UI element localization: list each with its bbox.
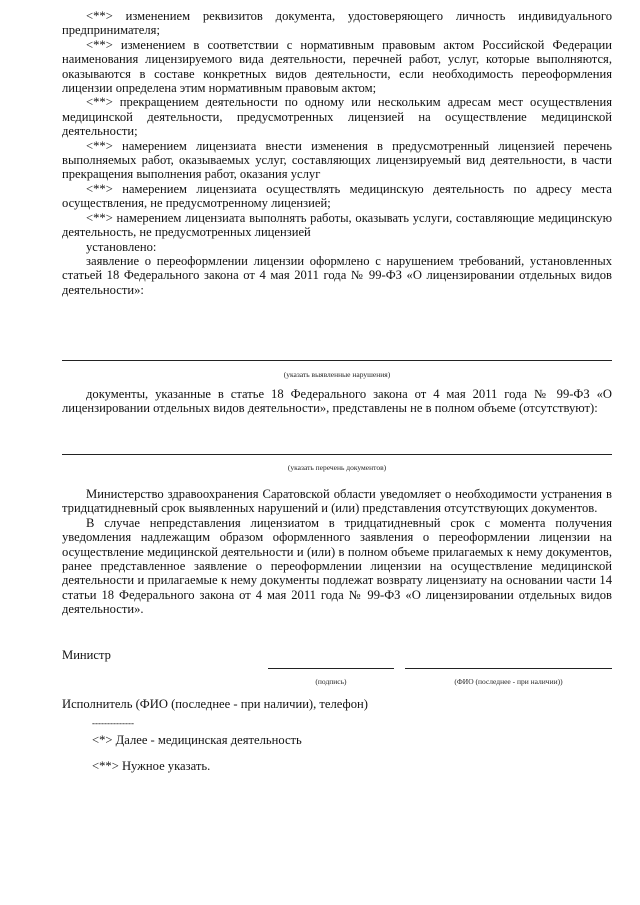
application-violation-statement: заявление о переоформлении лицензии оформлено с нарушением требований, установленных статьей 18 Федерального закона от 4 мая 2011 года № 99-ФЗ «О лицензировании отдельных видов деятельности»: <box>62 253 612 297</box>
list-item: <**> изменением в соответствии с нормативным правовым актом Российской Федерации наименования лицензируемого вида деятельности, перечней работ, услуг, которые выполняются, оказываются в составе конкретных видов деятельности, если необходимость переоформления лицензии определена этим нормативным правовым актом; <box>62 37 612 96</box>
violations-fill-line <box>62 360 612 361</box>
signature-line <box>268 668 394 669</box>
list-item: <**> прекращением деятельности по одному или нескольким адресам мест осуществления медицинской деятельности, предусмотренных лицензией на осуществление медицинской деятельности; <box>62 95 612 139</box>
signatory-role: Министр <box>62 648 111 662</box>
list-item: <**> намерением лицензиата осуществлять медицинскую деятельность по адресу места осуществления, не предусмотренному лицензией; <box>62 181 612 211</box>
list-item: <**> намерением лицензиата внести изменения в предусмотренный лицензией перечень выполняемых работ, оказываемых услуг, составляющих лицензируемый вид деятельности, в части прекращения выполнения работ, оказания услуг <box>62 138 612 182</box>
missing-documents-statement: документы, указанные в статье 18 Федерального закона от 4 мая 2011 года № 99-ФЗ «О лицензировании отдельных видов деятельности», представлены не в полном объеме (отсутствуют): <box>62 387 612 416</box>
notice-paragraph: В случае непредставления лицензиатом в тридцатидневный срок с момента получения уведомления надлежащим образом оформленного заявления о переоформлении лицензии на осуществление медицинской деятельности и (или) в полном объеме прилагаемых к нему документов, ранее представленное заявление о переоформлении лицензии на осуществление медицинской деятельности и прилагаемые к нему документы подлежат возврату лицензиату на основании части 14 статьи 18 Федерального закона от 4 мая 2011 года № 99-ФЗ «О лицензировании отдельных видов деятельности». <box>62 515 612 617</box>
notice-block <box>62 487 612 617</box>
violations-caption: (указать выявленные нарушения) <box>283 370 391 379</box>
change-reasons-list <box>62 9 612 297</box>
established-label: установлено: <box>86 239 157 254</box>
footnote-item: <*> Далее - медицинская деятельность <box>92 733 302 747</box>
missing-documents-block <box>62 387 612 416</box>
footnote-separator: -------------- <box>92 718 134 728</box>
list-item: <**> намерением лицензиата выполнять работы, оказывать услуги, составляющие медицинскую деятельность, не предусмотренных лицензией <box>62 210 612 240</box>
executor-line: Исполнитель (ФИО (последнее - при наличии), телефон) <box>62 697 368 711</box>
documents-fill-line <box>62 454 612 455</box>
name-line <box>405 668 612 669</box>
footnote-item: <**> Нужное указать. <box>92 759 211 773</box>
signature-caption: (подпись) <box>315 677 347 686</box>
documents-caption: (указать перечень документов) <box>287 463 387 472</box>
list-item: <**> изменением реквизитов документа, удостоверяющего личность индивидуального предпринимателя; <box>62 9 612 38</box>
name-caption: (ФИО (последнее - при наличии)) <box>454 677 563 686</box>
notice-paragraph: Министерство здравоохранения Саратовской области уведомляет о необходимости устранения в тридцатидневный срок выявленных нарушений и (или) представления отсутствующих документов. <box>62 487 612 516</box>
